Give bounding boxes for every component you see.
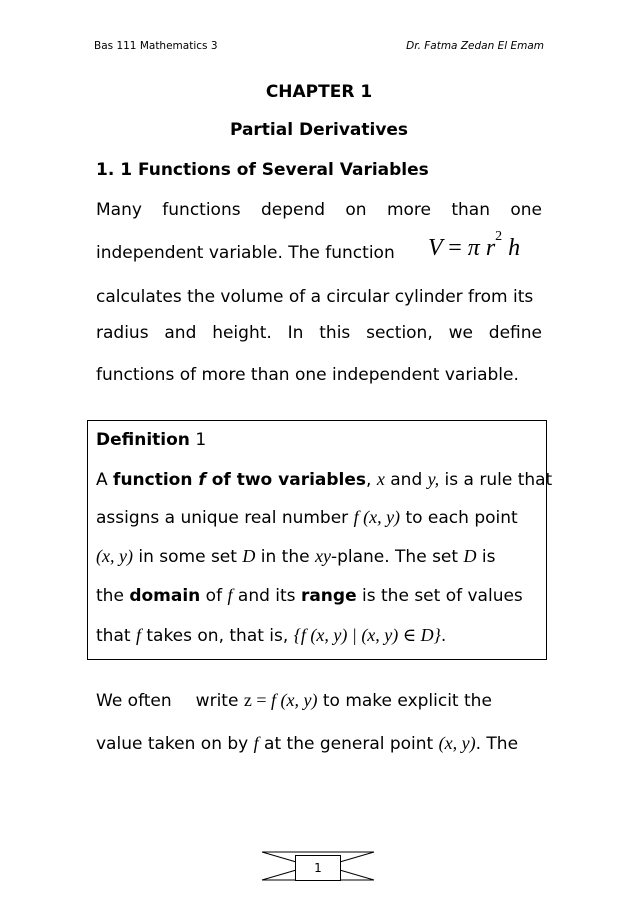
text: assigns a unique real number [96,508,354,528]
intro-line-5: functions of more than one independent variable. [96,365,519,385]
math-xy: (x, y) [96,546,133,566]
text: write [195,691,244,711]
text: to each point [400,508,518,528]
word: we [448,323,473,343]
text: in some set [132,547,243,567]
word: Many [96,200,142,220]
header-author: Dr. Fatma Zedan El Emam [406,40,544,52]
text: takes on, that is, [140,626,294,646]
text: at the general point [258,734,439,754]
page-number: 1 [295,855,341,881]
text: We often [96,691,172,711]
term-domain: domain [129,586,201,606]
word: radius [96,323,149,343]
formula-r: r [485,235,496,261]
xy-plane: xy [314,546,331,566]
text: that [96,626,136,646]
term-two-variables: of two variables [205,470,367,490]
word: define [488,323,542,343]
var-f: f [227,585,233,605]
text: A [96,470,114,490]
word: on [345,200,367,220]
formula-v: V [428,235,443,261]
term-f: f [198,470,206,490]
math-xy: (x, y) [438,733,476,753]
word: In [287,323,304,343]
text: is [476,547,496,567]
math-fxy: f (x, y) [353,507,401,527]
word: one [510,200,542,220]
math-fxy: f (x, y) [270,690,318,710]
definition-number: 1 [195,430,207,450]
text: -plane. The set [330,547,464,567]
formula-pi: π [467,235,480,261]
text: , [366,470,377,490]
word: more [386,200,431,220]
text: value taken on by [96,734,254,754]
word: depend [260,200,326,220]
text: . [440,626,447,646]
text: of [200,586,228,606]
formula-exp: 2 [495,229,503,244]
set-d: D [242,546,256,566]
text: and its [232,586,301,606]
word: height. [212,323,272,343]
text: is a rule that [439,470,553,490]
text: is the set of values [356,586,523,606]
text: and [384,470,428,490]
text: to make explicit the [322,691,492,711]
var-z: z [243,690,252,710]
intro-line-3: calculates the volume of a circular cylinder from its [96,287,534,307]
equals: = [251,690,271,710]
word: functions [162,200,241,220]
term-range: range [300,586,357,606]
definition-label: Definition [96,430,190,450]
chapter-subtitle: Partial Derivatives [229,120,409,140]
chapter-title: CHAPTER 1 [265,82,373,102]
word: than [451,200,490,220]
formula-eq: = [448,235,462,261]
word: and [164,323,197,343]
var-f: f [253,733,259,753]
intro-text: independent variable. The function [96,243,395,263]
var-y: y, [427,469,440,489]
set-d: D [463,546,477,566]
var-x: x [376,469,385,489]
header-course: Bas 111 Mathematics 3 [94,40,218,52]
var-f: f [135,625,141,645]
text: . The [475,734,519,754]
word: this [319,323,351,343]
term-function: function [113,470,199,490]
formula-h: h [508,235,521,261]
text: the [96,586,130,606]
word: section, [366,323,433,343]
range-set: {f (x, y) | (x, y) ∈ D} [293,625,441,645]
text: in the [255,547,315,567]
section-heading: 1. 1 Functions of Several Variables [96,160,429,180]
